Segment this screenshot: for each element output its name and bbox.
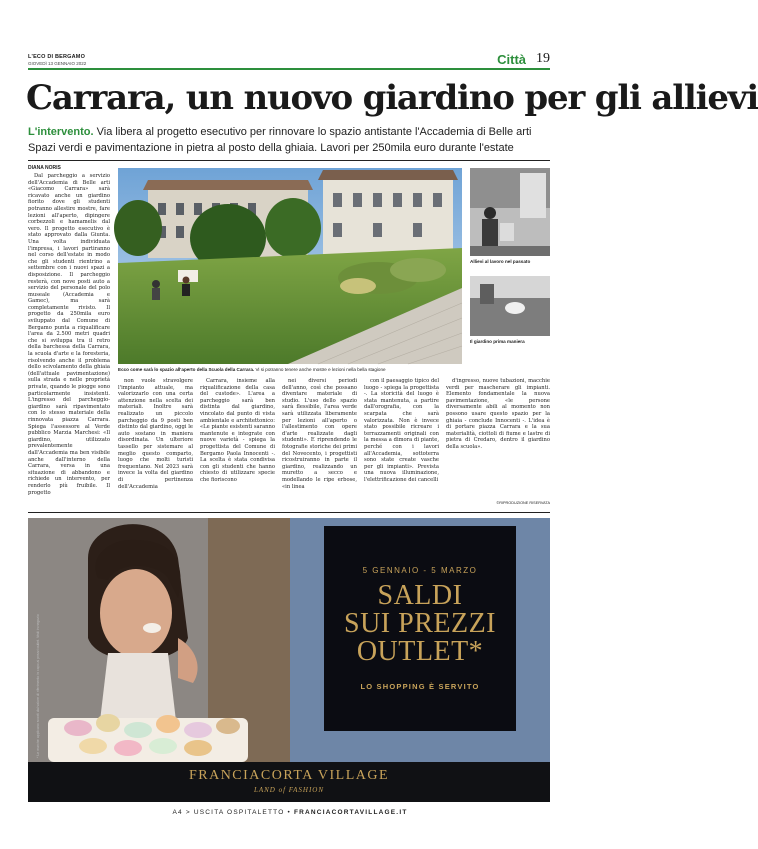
- article-column-3: [200, 378, 275, 508]
- ad-sale-headline: [324, 582, 516, 666]
- headline: Carrara, un nuovo giardino per gli allievi: [26, 78, 758, 118]
- section-label: Città: [497, 52, 526, 67]
- historic-garden-image: [470, 276, 550, 336]
- column-text: nei diversi periodi dell'anno, così che possano diventare materiale di studio. L'uso dello spazio sarà flessibile, l'area verde sarà utilizzata liberamente per lezioni all'aperto o l'allestimento con opere d'arte realizzate dagli studenti». E riprendendo le fotografie storiche dei primi del Novecento, i progettisti ricostruiranno in parte il giardino, realizzando un muretto a secco e modellando le ripe erbose, «in linea: [282, 378, 357, 490]
- column-text: Dal parcheggio a servizio dell'Accademia di Belle arti «Giacomo Carrara» sarà ricavato anche un giardino fiorito dove gli studenti potranno allestire mostre, fare lezioni all'aperto, dipingere corbezzoli e hamamelis dal vero. Il progetto esecutivo è stato approvato dalla Giunta. Una volta individuata l'impresa, i lavori partiranno nel corso dell'estate in modo che gli studenti rientrino a settembre con i nuovi spazi a disposizione. Il parcheggio resterà, con nove posti auto a servizio del personale del polo museale (Accademia e Gamec), ma sarà completamente rivisto. Il progetto da 250mila euro sviluppato dal Comune di Bergamo punta a riqualificare l'area da 2.500 metri quadri che si sviluppa tra il retro della barchessa della Carrara, la scuola d'arte e la foresteria, risolvendo anche il problema dello scivolamento della ghiaia (dell'attuale pavimentazione) sulla strada e nelle proprietà private, quando le piogge sono particolarmente insistenti. L'ingresso del parcheggio-giardino sarà ripavimentato con lo stesso materiale della rinnovata piazza Carrara. Spiega l'assessore al Verde pubblico Marzia Marchesi: «Il giardino, utilizzato prevalentemente dall'Accademia ma ben visibile anche dall'interno della Carrara, versa in una situazione di abbandono e richiede un intervento, per renderlo più fruibile. Il progetto: [28, 173, 110, 496]
- column-text: d'ingresso, nuove tubazioni, macchie verdi per mascherare gli impianti. Elemento fondamentale la nuova pavimentazione, «le persone diversamente abili al momento non possono usare questo spazio per la ghiaia - conclude Innocenti -. L'idea è di portare piazza Carrara e la sua materialità, ciottoli di fiume e lastre di pietra di Credaro, dentro il giardino della scuola».: [446, 378, 550, 450]
- advertisement[interactable]: [28, 518, 550, 802]
- article-column-6: [446, 378, 550, 500]
- column-text: non vuole stravolgere l'impianto attuale, ma valorizzarlo con una certa attenzione nella scelta dei materiali. Inoltre sarà realizzato un piccolo parcheggio da 9 posti ben distinto dal giardino, oggi le auto sostano in maniera disordinata. Un ulteriore tassello per sistemare al meglio questo comparto, luogo che molti turisti frequentano. Nel 2023 sarà invece la volta del giardino di pertinenza dell'Accademia: [118, 378, 193, 490]
- byline: DIANA NORIS: [28, 165, 61, 171]
- article-column-5: [364, 378, 439, 508]
- copyright-notice: ©RIPRODUZIONE RISERVATA: [496, 501, 550, 505]
- side-caption-2: Il giardino prima maniera: [470, 339, 525, 344]
- ad-exit-info: A4 > USCITA OSPITALETTO •: [172, 809, 291, 816]
- article-column-4: [282, 378, 357, 508]
- page-number: 19: [536, 51, 550, 66]
- article-column-1: [28, 165, 110, 508]
- main-photo-caption: [118, 367, 462, 373]
- standfirst: [28, 124, 552, 156]
- brand-tagline: LAND of FASHION: [253, 786, 325, 794]
- kicker: L'intervento.: [28, 126, 94, 138]
- standfirst-text: Via libera al progetto esecutivo per rinnovare lo spazio antistante l'Accademia di Belle arti Spazi verdi e pavimentazione in pietra al posto della ghiaia. Lavori per 250mila euro durante l'estate: [28, 126, 532, 154]
- main-caption-bold: Ecco come sarà lo spazio all'aperto della Scuola della Carrara.: [118, 367, 255, 372]
- main-photo: [118, 168, 462, 364]
- historic-photo-garden: [470, 276, 550, 336]
- historic-students-image: [470, 168, 550, 256]
- ad-sale-line-3: OUTLET*: [356, 636, 484, 667]
- column-text: Carrara, insieme alla riqualificazione della casa del custode». L'area a parcheggio sarà ben distinta dal giardino, vincolato dal punto di vista ambientale e architettonico: «Le piante esistenti saranno mantenute e integrate con nuove varietà - spiega la progettista del Comune di Bergamo Paola Innocenti -. La scelta è stata condivisa con gli studenti che hanno chiesto di utilizzare specie che fioriscono: [200, 378, 275, 483]
- article-column-2: [118, 378, 193, 508]
- ad-sale-dates: 5 GENNAIO - 5 MARZO: [362, 566, 478, 575]
- publication-name: L'ECO DI BERGAMO: [28, 54, 86, 60]
- ad-legal-note: * Le marche applicano sconti dal valore di riferimento in capo ai prezzi outlet. Vedi in negozio: [36, 614, 40, 758]
- ad-directions: [0, 809, 580, 816]
- brand-logo-text: FRANCIACORTA VILLAGE: [188, 768, 390, 783]
- garden-render-image: [118, 168, 462, 364]
- main-caption-text: Vi si potranno tenere anche mostre e lezioni nella bella stagione: [255, 367, 386, 372]
- ad-sale-panel: [324, 526, 516, 731]
- historic-photo-students: [470, 168, 550, 256]
- headline-rule: [28, 160, 550, 161]
- ad-separator-rule: [28, 512, 550, 513]
- column-text: con il paesaggio tipico del luogo - spiega la progettista -. La storicità del luogo è stata mantenuta, a partire dall'orografia, con la scarpata che sarà valorizzata. Non è invece stato possibile ricreare i terrazzamenti originali con la messa a dimora di piante, perché con i lavori all'Accademia, sottoterra sono state create vasche per gli impianti». Prevista una nuova illuminazione, l'elettrificazione dei cancelli: [364, 378, 439, 483]
- ad-tagline: LO SHOPPING È SERVITO: [360, 682, 480, 691]
- issue-date: GIOVEDÌ 13 GENNAIO 2022: [28, 61, 87, 66]
- ad-sale-line-2: SUI PREZZI: [344, 608, 496, 639]
- side-caption-1: Allievi al lavoro nel passato: [470, 259, 531, 264]
- ad-website-link[interactable]: FRANCIACORTAVILLAGE.IT: [293, 809, 408, 816]
- section-rule: [28, 68, 550, 70]
- ad-brand-bar: [28, 762, 550, 802]
- ad-sale-line-1: SALDI: [377, 580, 463, 611]
